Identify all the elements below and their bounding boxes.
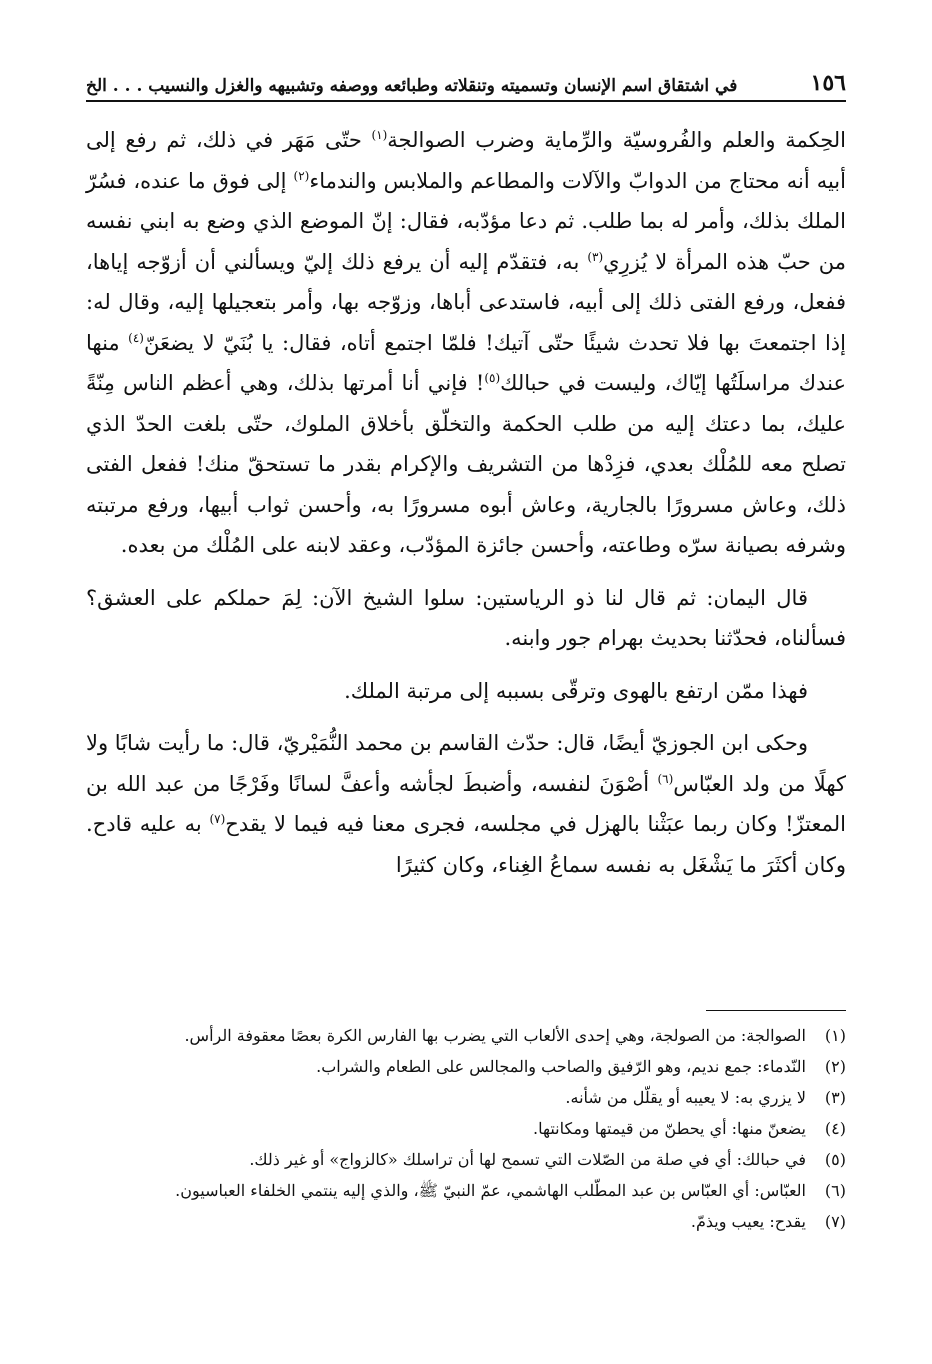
footnote-separator (706, 1010, 846, 1011)
footnote-number: (٢) (824, 1057, 846, 1076)
footnote-number: (٥) (824, 1150, 846, 1169)
footnote-reference[interactable]: (٣) (587, 249, 604, 264)
paragraph (86, 671, 846, 712)
footnote-item (86, 1084, 846, 1111)
footnote-item (86, 1053, 846, 1080)
page-number: ١٥٦ (810, 70, 846, 96)
footnote-text: يقدح: يعيب ويذمّ. (690, 1212, 806, 1231)
footnote-reference[interactable]: (٥) (484, 371, 501, 385)
paragraph-text: ! فإني أنا أمرتها بذلك، وهي أعظم الناس مِنّةً عليك، بما دعتك إليه من طلب الحكمة والتخلّق بأخلاق الملوك، حتّى بلغت الحدّ الذي تصلح معه للمُلْك بعدي، فزِدْها من التشريف والإكرام بقدر ما تستحقّ منك! ففعل الفتى ذلك، وعاش مسرورًا بالجارية، وعاش أبوه مسرورًا به، وأحسن ثواب أبيها، ورفع مرتبته وشرفه بصيانة سرّه وطاعته، وأحسن جائزة المؤدّب، وعقد لابنه على المُلْك من بعده. (86, 371, 846, 557)
footnote-text: الصوالجة: من الصولجة، وهي إحدى الألعاب التي يضرب بها الفارس الكرة بعصًا معقوفة الرأس. (184, 1026, 806, 1045)
footnote-item (86, 1022, 846, 1049)
paragraph-text: إلى فوق ما عنده، فسُرّ الملك بذلك، وأمر له بما طلب. ثم دعا مؤدّبه، فقال: إنّ الموضع الذي وضع به ابني نفسه من حبّ هذه المرأة لا يُزرِي (86, 168, 846, 274)
footnote-item (86, 1146, 846, 1173)
paragraph (86, 723, 846, 885)
paragraph-text: أصْوَنَ لنفسه، وأضبطَ لجأشه وأعفَّ لسانًا وفَرْجًا من عبد الله بن المعتزّ! وكان ربما عبَثْنا بالهزل في مجلسه، فجرى معنا فيه فيما لا يقدح (86, 771, 846, 836)
paragraph-text: به، فتقدّم إليه أن يرفع ذلك إليّ ويسألني أن أزوّجه إياها، ففعل، ورفع الفتى ذلك إلى أبيه، فاستدعى أباها، وزوّجه بها، وأمر بتعجيلها إليه، وقال له: إذا اجتمعتَ بها فلا تحدث شيئًا حتّى آتيك! فلمّا اجتمع أتاه، فقال: يا بُنَيّ لا يضعَنّ (86, 249, 846, 355)
footnote-item (86, 1177, 846, 1204)
paragraph-text: حتّى مَهَر في ذلك، ثم رفع إلى أبيه أنه محتاج من الدوابّ والآلات والمطاعم والملابس والندماء (86, 128, 846, 193)
paragraph-text: وحكى ابن الجوزيّ أيضًا، قال: حدّث القاسم بن محمد النُّمَيْريّ، قال: ما رأيت شابًا ولا كهلًا من ولد العبّاس (86, 731, 847, 796)
footnote-number: (٣) (824, 1088, 846, 1107)
footnote-text: النّدماء: جمع نديم، وهو الرّفيق والصاحب والمجالس على الطعام والشراب. (316, 1057, 806, 1076)
footnote-number: (٧) (824, 1212, 846, 1231)
footnote-text: في حبالك: أي في صلة من الصّلات التي تسمح لها أن تراسلك «كالزواج» أو غير ذلك. (249, 1150, 806, 1169)
footnote-item (86, 1115, 846, 1142)
paragraph-text: قال اليمان: ثم قال لنا ذو الرياستين: سلوا الشيخ الآن: لِمَ حملكم على العشق؟ فسألناه، فحدّثنا بحديث بهرام جور وابنه. (86, 585, 846, 650)
footnote-number: (٤) (824, 1119, 846, 1138)
main-text (86, 120, 846, 897)
footnote-reference[interactable]: (٢) (293, 168, 310, 183)
paragraph (86, 578, 846, 659)
footnotes (86, 1022, 846, 1239)
footnote-reference[interactable]: (١) (371, 128, 388, 142)
paragraph (86, 120, 846, 566)
footnote-reference[interactable]: (٦) (657, 771, 674, 786)
paragraph-text: الحِكمة والعلم والفُروسيّة والرِّماية وضرب الصوالجة (387, 128, 846, 152)
paragraph-text: فهذا ممّن ارتفع بالهوى وترقّى بسببه إلى مرتبة الملك. (344, 678, 808, 703)
footnote-item (86, 1208, 846, 1235)
footnote-number: (٦) (824, 1181, 846, 1200)
footnote-reference[interactable]: (٧) (209, 812, 226, 826)
footnote-text: العبّاس: أي العبّاس بن عبد المطّلب الهاشمي، عمّ النبيّ ﷺ، والذي إليه ينتمي الخلفاء العباسيون. (175, 1181, 806, 1200)
footnote-number: (١) (824, 1026, 846, 1045)
footnote-reference[interactable]: (٤) (128, 330, 144, 345)
running-title: في اشتقاق اسم الإنسان وتسميته وتنقلاته وطبائعه ووصفه وتشبيهه والغزل والنسيب . . . الخ (86, 76, 738, 96)
footnote-text: لا يزري به: لا يعيبه أو يقلّل من شأنه. (565, 1088, 806, 1107)
page-header (86, 62, 846, 102)
paragraph-text: منها عندك مراسلَتُها إيّاك، وليست في حبالك (86, 330, 846, 395)
footnote-text: يضعنّ منها: أي يحطنّ من قيمتها ومكانتها. (532, 1119, 806, 1138)
paragraph-text: به عليه قادح. وكان أكثَرَ ما يَشْغَل به نفسه سماعُ الغِناء، وكان كثيرًا (86, 812, 846, 877)
